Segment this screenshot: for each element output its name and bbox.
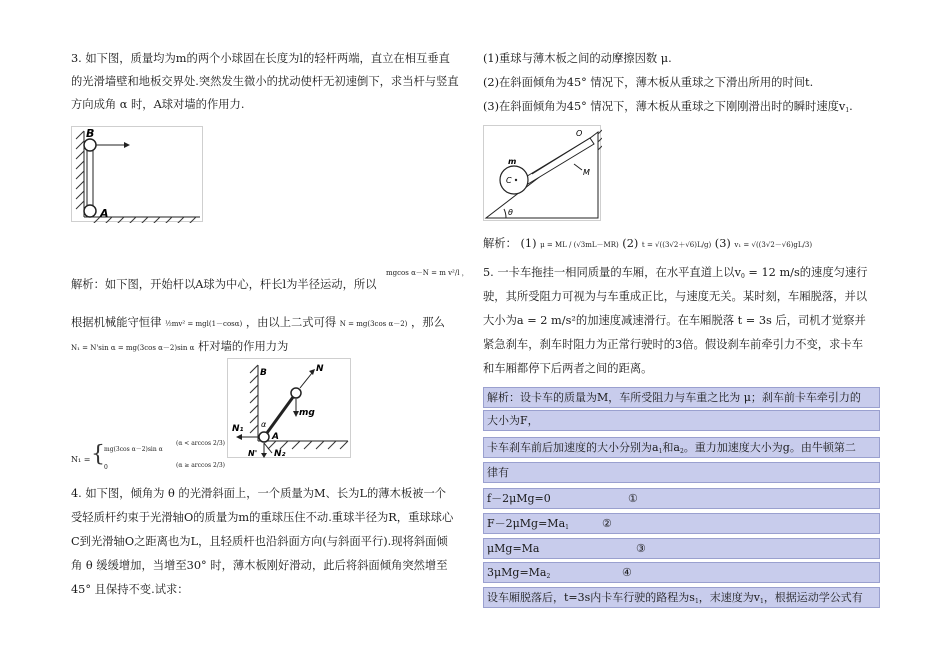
- hl3-c: 。重力加速度大小为g。由牛顿第二: [683, 441, 856, 454]
- figure-incline: [483, 125, 601, 221]
- piecewise-case2: 0: [104, 464, 108, 471]
- highlight-row-4: 律有: [483, 462, 880, 483]
- q4-text-line3: C到光滑轴O之距离也为L，且轻质杆也沿斜面方向(与斜面平行).现将斜面倾: [71, 535, 448, 548]
- label-c: C: [506, 176, 512, 185]
- hl3-sub2: 2: [679, 448, 684, 455]
- formula-energy: ½mv² = mgl(1－cosα): [164, 320, 243, 328]
- highlight-row-3: [483, 437, 880, 458]
- label-mg: mg: [299, 408, 315, 418]
- hl9-sub1: 1: [694, 598, 699, 605]
- q5-text-line1: [483, 262, 868, 289]
- highlight-row-9: [483, 587, 880, 608]
- equation-1: f－2μMg=0: [487, 492, 551, 505]
- solution-text2a: 根据机械能守恒律: [71, 316, 162, 329]
- answer-2-num: (2): [622, 237, 639, 250]
- label-b: B: [86, 127, 95, 140]
- answer-1-num: (1): [520, 237, 537, 250]
- subquestion-3-end: .: [849, 100, 853, 113]
- solution-line2: [71, 312, 445, 336]
- piecewise-cond2: (α ≥ arccos 2/3): [176, 462, 225, 469]
- solution-text2b: ，由以上二式可得: [245, 316, 337, 329]
- label-alpha: α: [261, 420, 267, 429]
- label-n1: N₁: [232, 424, 244, 434]
- ball-a: [84, 205, 96, 217]
- figure-force-diagram: [227, 358, 351, 458]
- q5-line1b: = 12 m/s的速度匀速行: [744, 266, 868, 279]
- subquestion-3: [483, 96, 853, 123]
- label-theta: θ: [508, 208, 513, 217]
- label-a: A: [100, 207, 109, 220]
- figure-rod-on-wall: [71, 126, 203, 222]
- equation-4: 3μMg=Ma: [487, 566, 547, 579]
- formula-newton: mgcos α－N = m v²/l ，: [386, 269, 469, 277]
- equation-2-number: ②: [602, 517, 612, 530]
- solution-text1: 解析：如下图，开始杆以A球为中心，杆长l为半径运动，所以: [71, 278, 377, 291]
- label-a: A: [272, 432, 279, 442]
- q4-text-line1: 4. 如下图，倾角为 θ 的光滑斜面上，一个质量为M、长为L的薄木板被一个: [71, 487, 447, 500]
- q5-text-line5: 和车厢都停下后两者之间的距离。: [483, 362, 653, 375]
- figure-rod-svg: [72, 127, 204, 223]
- solution-text2c: ，那么: [411, 316, 445, 329]
- q3-text-line3: 方向成角 α 时，A球对墙的作用力.: [71, 98, 245, 111]
- solution-line1: [71, 274, 377, 297]
- answer-line: [483, 233, 812, 257]
- subquestion-1: (1)重球与薄木板之间的动摩擦因数 μ.: [483, 52, 672, 65]
- equation-4-number: ④: [622, 566, 632, 579]
- solution-text3: 杆对墙的作用力为: [197, 340, 289, 353]
- brace: {: [91, 442, 105, 467]
- answer-2-formula: t = √((3√2＋√6)L/g): [641, 241, 712, 249]
- rod: [87, 147, 93, 209]
- q3-text-line2: 的光滑墙壁和地板交界处.突然发生微小的扰动使杆无初速倒下，求当杆与竖直: [71, 75, 459, 88]
- subquestion-2: (2)在斜面倾角为45° 情况下，薄木板从重球之下滑出所用的时间t.: [483, 76, 814, 89]
- answer-1-formula: μ = ML / (√3mL－MR): [540, 241, 619, 249]
- highlight-row-7: [483, 538, 880, 559]
- formula-n1: N₁ = N'sin α = mg(3cos α－2)sin α: [71, 344, 195, 352]
- incline-svg: [484, 126, 602, 222]
- piecewise-case1: mg(3cos α－2)sin α: [104, 446, 163, 453]
- q5-line1a: 5. 一卡车拖挂一相同质量的车厢，在水平直道上以v: [483, 266, 741, 279]
- q4-text-line5: 45° 且保持不变.试求：: [71, 583, 189, 596]
- subquestion-3-text: (3)在斜面倾角为45° 情况下，薄木板从重球之下刚刚滑出时的瞬时速度v: [483, 100, 846, 113]
- answer-prefix: 解析：: [483, 237, 517, 250]
- q4-text-line2: 受轻质杆约束于光滑轴O的质量为m的重球压住不动.重球半径为R，重球球心: [71, 511, 454, 524]
- hl3-b: 和a: [662, 441, 680, 454]
- q5-text-line4: 紧急刹车，刹车时阻力为正常行驶时的3倍。假设刹车前牵引力不变，求卡车: [483, 338, 863, 351]
- label-n2: N₂: [274, 449, 286, 459]
- label-bigm: M: [583, 168, 590, 177]
- q5-text-line2: 驶，其所受阻力可视为与车重成正比，与速度无关。某时刻，车厢脱落，并以: [483, 290, 868, 303]
- q3-text-line1: 3. 如下图，质量均为m的两个小球固在长度为l的轻杆两端，直立在相互垂直: [71, 52, 450, 65]
- equation-2: F－2μMg=Ma: [487, 517, 566, 530]
- formula-n: N = mg(3cos α－2): [339, 320, 408, 328]
- answer-3-formula: v₁ = √((3√2－√6)gL/3): [734, 241, 813, 249]
- highlight-row-5: [483, 488, 880, 509]
- force-diagram-svg: [228, 359, 352, 459]
- highlight-row-6: [483, 513, 880, 534]
- equation-3-number: ③: [636, 542, 646, 555]
- label-m: m: [508, 157, 517, 166]
- equation-3: μMg=Ma: [487, 542, 540, 555]
- hl9-b: ，末速度为v: [698, 591, 760, 604]
- solution-line3: [71, 336, 288, 360]
- hl9-c: ，根据运动学公式有: [763, 591, 863, 604]
- equation-4-sub: 2: [546, 573, 551, 580]
- piecewise-cond1: (α < arccos 2/3): [176, 440, 225, 447]
- hl9-sub2: 1: [759, 598, 764, 605]
- highlight-row-2: 大小为F，: [483, 410, 880, 431]
- highlight-row-8: [483, 562, 880, 583]
- ball-b: [84, 139, 96, 151]
- piecewise-prefix: N₁ =: [71, 455, 91, 464]
- hl3-sub1: 1: [658, 448, 663, 455]
- q4-text-line4: 角 θ 缓缓增加，当增至30° 时，薄木板刚好滑动，此后将斜面倾角突然增至: [71, 559, 448, 572]
- label-b: B: [260, 368, 267, 378]
- highlight-row-1: 解析：设卡车的质量为M，车所受阻力与车重之比为 μ；刹车前卡车牵引力的: [483, 387, 880, 408]
- subquestion-3-sub: 1: [845, 107, 850, 114]
- q5-text-line3: 大小为a = 2 m/s²的加速度减速滑行。在车厢脱落 t = 3s 后，司机才觉察并: [483, 314, 866, 327]
- equation-1-number: ①: [628, 492, 638, 505]
- label-nprime: N': [248, 449, 258, 458]
- label-o: O: [576, 129, 583, 138]
- equation-2-sub: 1: [565, 524, 569, 531]
- answer-3-num: (3): [714, 237, 731, 250]
- hl3-a: 卡车刹车前后加速度的大小分别为a: [487, 441, 659, 454]
- label-n: N: [316, 364, 324, 374]
- hl9-a: 设车厢脱落后，t=3s内卡车行驶的路程为s: [487, 591, 695, 604]
- q5-line1-sub: 0: [741, 273, 745, 280]
- heavy-ball: [500, 166, 528, 194]
